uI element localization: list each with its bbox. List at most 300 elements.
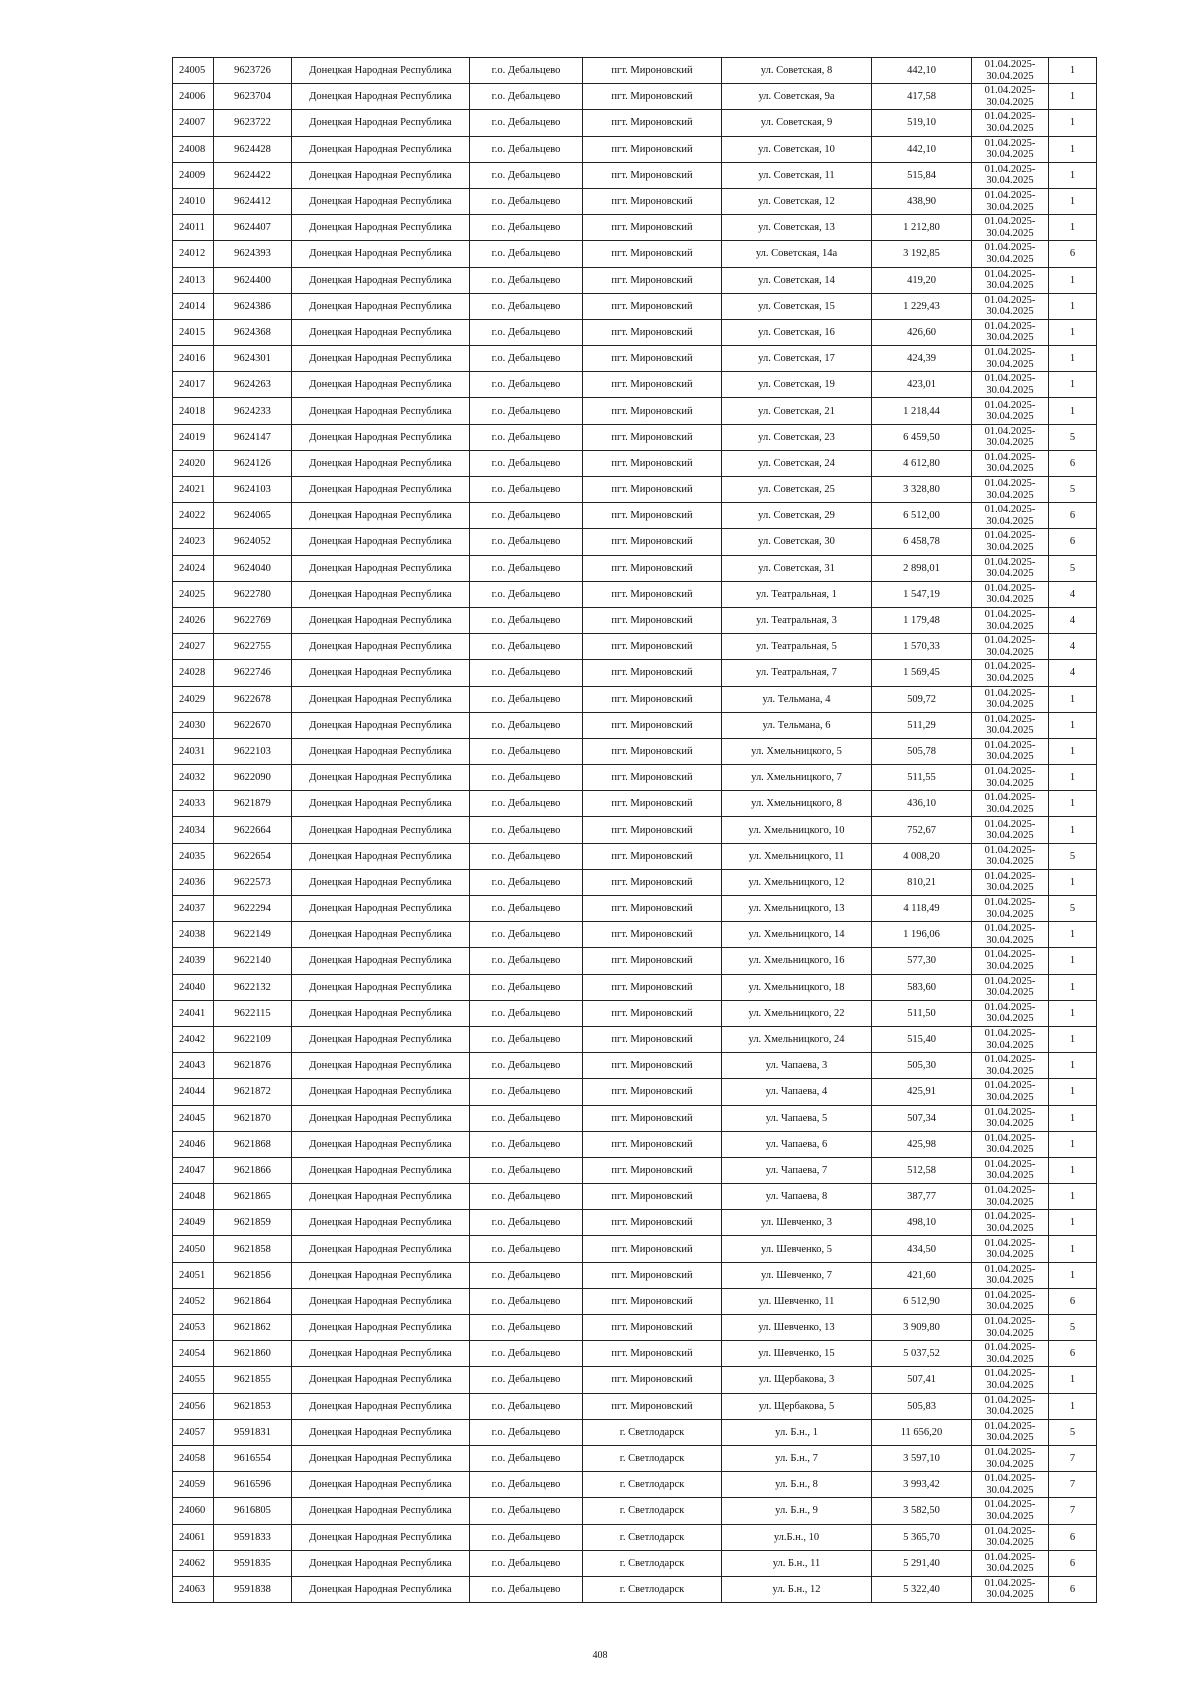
object-code-cell: 9624065 bbox=[214, 503, 292, 529]
region-cell: Донецкая Народная Республика bbox=[292, 1341, 470, 1367]
period-cell: 01.04.2025-30.04.2025 bbox=[972, 1472, 1049, 1498]
area-cell: 3 328,80 bbox=[872, 477, 972, 503]
count-cell: 1 bbox=[1049, 712, 1097, 738]
object-code-cell: 9621864 bbox=[214, 1288, 292, 1314]
area-cell: 417,58 bbox=[872, 84, 972, 110]
table-row bbox=[173, 1184, 1097, 1210]
address-cell: ул. Б.н., 8 bbox=[722, 1472, 872, 1498]
region-cell: Донецкая Народная Республика bbox=[292, 922, 470, 948]
address-cell: ул. Чапаева, 8 bbox=[722, 1184, 872, 1210]
district-cell: г.о. Дебальцево bbox=[470, 1367, 583, 1393]
count-cell: 1 bbox=[1049, 1079, 1097, 1105]
object-code-cell: 9622573 bbox=[214, 869, 292, 895]
address-cell: ул. Чапаева, 6 bbox=[722, 1131, 872, 1157]
locality-cell: пгт. Мироновский bbox=[583, 974, 722, 1000]
period-cell: 01.04.2025-30.04.2025 bbox=[972, 1419, 1049, 1445]
address-cell: ул. Б.н., 7 bbox=[722, 1445, 872, 1471]
table-row bbox=[173, 450, 1097, 476]
record-number-cell: 24056 bbox=[173, 1393, 214, 1419]
count-cell: 5 bbox=[1049, 1419, 1097, 1445]
district-cell: г.о. Дебальцево bbox=[470, 843, 583, 869]
region-cell: Донецкая Народная Республика bbox=[292, 896, 470, 922]
area-cell: 6 458,78 bbox=[872, 529, 972, 555]
period-cell: 01.04.2025-30.04.2025 bbox=[972, 1184, 1049, 1210]
region-cell: Донецкая Народная Республика bbox=[292, 1576, 470, 1602]
address-cell: ул. Б.н., 9 bbox=[722, 1498, 872, 1524]
object-code-cell: 9621856 bbox=[214, 1262, 292, 1288]
address-cell: ул. Театральная, 5 bbox=[722, 634, 872, 660]
locality-cell: пгт. Мироновский bbox=[583, 372, 722, 398]
address-cell: ул. Советская, 15 bbox=[722, 293, 872, 319]
district-cell: г.о. Дебальцево bbox=[470, 1105, 583, 1131]
district-cell: г.о. Дебальцево bbox=[470, 84, 583, 110]
object-code-cell: 9621868 bbox=[214, 1131, 292, 1157]
region-cell: Донецкая Народная Республика bbox=[292, 1524, 470, 1550]
area-cell: 3 582,50 bbox=[872, 1498, 972, 1524]
record-number-cell: 24018 bbox=[173, 398, 214, 424]
district-cell: г.о. Дебальцево bbox=[470, 136, 583, 162]
area-cell: 577,30 bbox=[872, 948, 972, 974]
area-cell: 1 569,45 bbox=[872, 660, 972, 686]
region-cell: Донецкая Народная Республика bbox=[292, 84, 470, 110]
table-row bbox=[173, 1053, 1097, 1079]
object-code-cell: 9622103 bbox=[214, 738, 292, 764]
record-number-cell: 24022 bbox=[173, 503, 214, 529]
record-number-cell: 24029 bbox=[173, 686, 214, 712]
district-cell: г.о. Дебальцево bbox=[470, 922, 583, 948]
table-row bbox=[173, 738, 1097, 764]
period-cell: 01.04.2025-30.04.2025 bbox=[972, 346, 1049, 372]
address-cell: ул. Тельмана, 4 bbox=[722, 686, 872, 712]
period-cell: 01.04.2025-30.04.2025 bbox=[972, 1262, 1049, 1288]
period-cell: 01.04.2025-30.04.2025 bbox=[972, 293, 1049, 319]
table-row bbox=[173, 1315, 1097, 1341]
object-code-cell: 9621859 bbox=[214, 1210, 292, 1236]
object-code-cell: 9621860 bbox=[214, 1341, 292, 1367]
district-cell: г.о. Дебальцево bbox=[470, 1498, 583, 1524]
region-cell: Донецкая Народная Республика bbox=[292, 581, 470, 607]
address-cell: ул. Чапаева, 5 bbox=[722, 1105, 872, 1131]
period-cell: 01.04.2025-30.04.2025 bbox=[972, 503, 1049, 529]
district-cell: г.о. Дебальцево bbox=[470, 241, 583, 267]
locality-cell: пгт. Мироновский bbox=[583, 136, 722, 162]
count-cell: 1 bbox=[1049, 791, 1097, 817]
record-number-cell: 24041 bbox=[173, 1000, 214, 1026]
district-cell: г.о. Дебальцево bbox=[470, 1210, 583, 1236]
object-code-cell: 9616596 bbox=[214, 1472, 292, 1498]
object-code-cell: 9622115 bbox=[214, 1000, 292, 1026]
locality-cell: пгт. Мироновский bbox=[583, 424, 722, 450]
record-number-cell: 24043 bbox=[173, 1053, 214, 1079]
locality-cell: пгт. Мироновский bbox=[583, 869, 722, 895]
address-cell: ул. Хмельницкого, 12 bbox=[722, 869, 872, 895]
record-number-cell: 24007 bbox=[173, 110, 214, 136]
object-code-cell: 9624386 bbox=[214, 293, 292, 319]
record-number-cell: 24057 bbox=[173, 1419, 214, 1445]
region-cell: Донецкая Народная Республика bbox=[292, 765, 470, 791]
count-cell: 1 bbox=[1049, 84, 1097, 110]
table-row bbox=[173, 948, 1097, 974]
region-cell: Донецкая Народная Республика bbox=[292, 817, 470, 843]
period-cell: 01.04.2025-30.04.2025 bbox=[972, 634, 1049, 660]
record-number-cell: 24062 bbox=[173, 1550, 214, 1576]
record-number-cell: 24054 bbox=[173, 1341, 214, 1367]
district-cell: г.о. Дебальцево bbox=[470, 1131, 583, 1157]
district-cell: г.о. Дебальцево bbox=[470, 398, 583, 424]
district-cell: г.о. Дебальцево bbox=[470, 215, 583, 241]
period-cell: 01.04.2025-30.04.2025 bbox=[972, 477, 1049, 503]
region-cell: Донецкая Народная Республика bbox=[292, 372, 470, 398]
locality-cell: г. Светлодарск bbox=[583, 1524, 722, 1550]
area-cell: 6 512,00 bbox=[872, 503, 972, 529]
record-number-cell: 24006 bbox=[173, 84, 214, 110]
object-code-cell: 9624400 bbox=[214, 267, 292, 293]
area-cell: 423,01 bbox=[872, 372, 972, 398]
record-number-cell: 24026 bbox=[173, 607, 214, 633]
period-cell: 01.04.2025-30.04.2025 bbox=[972, 215, 1049, 241]
area-cell: 810,21 bbox=[872, 869, 972, 895]
address-cell: ул. Хмельницкого, 24 bbox=[722, 1026, 872, 1052]
district-cell: г.о. Дебальцево bbox=[470, 1315, 583, 1341]
object-code-cell: 9624052 bbox=[214, 529, 292, 555]
district-cell: г.о. Дебальцево bbox=[470, 1000, 583, 1026]
table-row bbox=[173, 765, 1097, 791]
region-cell: Донецкая Народная Республика bbox=[292, 660, 470, 686]
object-code-cell: 9624103 bbox=[214, 477, 292, 503]
table-row bbox=[173, 660, 1097, 686]
address-cell: ул. Советская, 31 bbox=[722, 555, 872, 581]
count-cell: 1 bbox=[1049, 1236, 1097, 1262]
period-cell: 01.04.2025-30.04.2025 bbox=[972, 241, 1049, 267]
locality-cell: пгт. Мироновский bbox=[583, 738, 722, 764]
count-cell: 4 bbox=[1049, 634, 1097, 660]
district-cell: г.о. Дебальцево bbox=[470, 712, 583, 738]
locality-cell: пгт. Мироновский bbox=[583, 477, 722, 503]
count-cell: 1 bbox=[1049, 974, 1097, 1000]
locality-cell: пгт. Мироновский bbox=[583, 1288, 722, 1314]
locality-cell: пгт. Мироновский bbox=[583, 188, 722, 214]
region-cell: Донецкая Народная Республика bbox=[292, 1000, 470, 1026]
period-cell: 01.04.2025-30.04.2025 bbox=[972, 974, 1049, 1000]
locality-cell: пгт. Мироновский bbox=[583, 398, 722, 424]
record-number-cell: 24023 bbox=[173, 529, 214, 555]
record-number-cell: 24044 bbox=[173, 1079, 214, 1105]
object-code-cell: 9622090 bbox=[214, 765, 292, 791]
area-cell: 436,10 bbox=[872, 791, 972, 817]
area-cell: 4 612,80 bbox=[872, 450, 972, 476]
table-row bbox=[173, 843, 1097, 869]
address-cell: ул. Шевченко, 11 bbox=[722, 1288, 872, 1314]
address-cell: ул. Хмельницкого, 5 bbox=[722, 738, 872, 764]
count-cell: 6 bbox=[1049, 529, 1097, 555]
region-cell: Донецкая Народная Республика bbox=[292, 110, 470, 136]
address-cell: ул. Хмельницкого, 14 bbox=[722, 922, 872, 948]
period-cell: 01.04.2025-30.04.2025 bbox=[972, 1236, 1049, 1262]
object-code-cell: 9616554 bbox=[214, 1445, 292, 1471]
period-cell: 01.04.2025-30.04.2025 bbox=[972, 188, 1049, 214]
period-cell: 01.04.2025-30.04.2025 bbox=[972, 607, 1049, 633]
record-number-cell: 24036 bbox=[173, 869, 214, 895]
count-cell: 6 bbox=[1049, 1524, 1097, 1550]
record-number-cell: 24039 bbox=[173, 948, 214, 974]
region-cell: Донецкая Народная Республика bbox=[292, 555, 470, 581]
district-cell: г.о. Дебальцево bbox=[470, 738, 583, 764]
record-number-cell: 24014 bbox=[173, 293, 214, 319]
address-cell: ул. Советская, 13 bbox=[722, 215, 872, 241]
count-cell: 1 bbox=[1049, 267, 1097, 293]
locality-cell: пгт. Мироновский bbox=[583, 162, 722, 188]
area-cell: 512,58 bbox=[872, 1157, 972, 1183]
region-cell: Донецкая Народная Республика bbox=[292, 529, 470, 555]
address-cell: ул. Советская, 17 bbox=[722, 346, 872, 372]
count-cell: 1 bbox=[1049, 188, 1097, 214]
region-cell: Донецкая Народная Республика bbox=[292, 843, 470, 869]
district-cell: г.о. Дебальцево bbox=[470, 319, 583, 345]
area-cell: 511,29 bbox=[872, 712, 972, 738]
region-cell: Донецкая Народная Республика bbox=[292, 1419, 470, 1445]
region-cell: Донецкая Народная Республика bbox=[292, 241, 470, 267]
locality-cell: пгт. Мироновский bbox=[583, 215, 722, 241]
locality-cell: пгт. Мироновский bbox=[583, 660, 722, 686]
region-cell: Донецкая Народная Республика bbox=[292, 346, 470, 372]
object-code-cell: 9621858 bbox=[214, 1236, 292, 1262]
count-cell: 1 bbox=[1049, 1131, 1097, 1157]
count-cell: 1 bbox=[1049, 948, 1097, 974]
period-cell: 01.04.2025-30.04.2025 bbox=[972, 424, 1049, 450]
address-cell: ул. Советская, 21 bbox=[722, 398, 872, 424]
period-cell: 01.04.2025-30.04.2025 bbox=[972, 1131, 1049, 1157]
object-code-cell: 9621865 bbox=[214, 1184, 292, 1210]
table-row bbox=[173, 162, 1097, 188]
address-cell: ул. Хмельницкого, 16 bbox=[722, 948, 872, 974]
record-number-cell: 24032 bbox=[173, 765, 214, 791]
period-cell: 01.04.2025-30.04.2025 bbox=[972, 1157, 1049, 1183]
area-cell: 505,78 bbox=[872, 738, 972, 764]
locality-cell: пгт. Мироновский bbox=[583, 503, 722, 529]
region-cell: Донецкая Народная Республика bbox=[292, 188, 470, 214]
region-cell: Донецкая Народная Республика bbox=[292, 1498, 470, 1524]
region-cell: Донецкая Народная Республика bbox=[292, 948, 470, 974]
district-cell: г.о. Дебальцево bbox=[470, 293, 583, 319]
region-cell: Донецкая Народная Республика bbox=[292, 1550, 470, 1576]
locality-cell: г. Светлодарск bbox=[583, 1472, 722, 1498]
record-number-cell: 24009 bbox=[173, 162, 214, 188]
address-cell: ул. Шевченко, 15 bbox=[722, 1341, 872, 1367]
count-cell: 1 bbox=[1049, 58, 1097, 84]
table-row bbox=[173, 136, 1097, 162]
record-number-cell: 24037 bbox=[173, 896, 214, 922]
district-cell: г.о. Дебальцево bbox=[470, 162, 583, 188]
record-number-cell: 24046 bbox=[173, 1131, 214, 1157]
locality-cell: пгт. Мироновский bbox=[583, 293, 722, 319]
area-cell: 3 597,10 bbox=[872, 1445, 972, 1471]
object-code-cell: 9622294 bbox=[214, 896, 292, 922]
table-row bbox=[173, 1210, 1097, 1236]
record-number-cell: 24015 bbox=[173, 319, 214, 345]
table-row bbox=[173, 267, 1097, 293]
object-code-cell: 9591835 bbox=[214, 1550, 292, 1576]
address-cell: ул. Советская, 19 bbox=[722, 372, 872, 398]
district-cell: г.о. Дебальцево bbox=[470, 634, 583, 660]
locality-cell: пгт. Мироновский bbox=[583, 555, 722, 581]
count-cell: 6 bbox=[1049, 1576, 1097, 1602]
region-cell: Донецкая Народная Республика bbox=[292, 1288, 470, 1314]
address-cell: ул. Театральная, 3 bbox=[722, 607, 872, 633]
count-cell: 1 bbox=[1049, 1000, 1097, 1026]
table-row bbox=[173, 634, 1097, 660]
count-cell: 1 bbox=[1049, 110, 1097, 136]
region-cell: Донецкая Народная Республика bbox=[292, 136, 470, 162]
object-code-cell: 9624301 bbox=[214, 346, 292, 372]
table-row bbox=[173, 896, 1097, 922]
table-row bbox=[173, 503, 1097, 529]
area-cell: 5 037,52 bbox=[872, 1341, 972, 1367]
address-cell: ул. Хмельницкого, 22 bbox=[722, 1000, 872, 1026]
district-cell: г.о. Дебальцево bbox=[470, 372, 583, 398]
object-code-cell: 9624040 bbox=[214, 555, 292, 581]
period-cell: 01.04.2025-30.04.2025 bbox=[972, 817, 1049, 843]
district-cell: г.о. Дебальцево bbox=[470, 791, 583, 817]
period-cell: 01.04.2025-30.04.2025 bbox=[972, 1315, 1049, 1341]
object-code-cell: 9616805 bbox=[214, 1498, 292, 1524]
area-cell: 515,84 bbox=[872, 162, 972, 188]
district-cell: г.о. Дебальцево bbox=[470, 529, 583, 555]
locality-cell: пгт. Мироновский bbox=[583, 1393, 722, 1419]
district-cell: г.о. Дебальцево bbox=[470, 896, 583, 922]
record-number-cell: 24034 bbox=[173, 817, 214, 843]
table-row bbox=[173, 84, 1097, 110]
area-cell: 511,55 bbox=[872, 765, 972, 791]
address-cell: ул. Советская, 23 bbox=[722, 424, 872, 450]
period-cell: 01.04.2025-30.04.2025 bbox=[972, 896, 1049, 922]
locality-cell: пгт. Мироновский bbox=[583, 1367, 722, 1393]
area-cell: 1 229,43 bbox=[872, 293, 972, 319]
area-cell: 5 322,40 bbox=[872, 1576, 972, 1602]
object-code-cell: 9622132 bbox=[214, 974, 292, 1000]
table-row bbox=[173, 712, 1097, 738]
count-cell: 6 bbox=[1049, 503, 1097, 529]
object-code-cell: 9624147 bbox=[214, 424, 292, 450]
object-code-cell: 9624263 bbox=[214, 372, 292, 398]
area-cell: 426,60 bbox=[872, 319, 972, 345]
table-row bbox=[173, 188, 1097, 214]
locality-cell: пгт. Мироновский bbox=[583, 1262, 722, 1288]
address-cell: ул. Хмельницкого, 8 bbox=[722, 791, 872, 817]
table-row bbox=[173, 1472, 1097, 1498]
region-cell: Донецкая Народная Республика bbox=[292, 319, 470, 345]
object-code-cell: 9621866 bbox=[214, 1157, 292, 1183]
record-number-cell: 24028 bbox=[173, 660, 214, 686]
object-code-cell: 9622746 bbox=[214, 660, 292, 686]
district-cell: г.о. Дебальцево bbox=[470, 581, 583, 607]
count-cell: 1 bbox=[1049, 817, 1097, 843]
district-cell: г.о. Дебальцево bbox=[470, 1288, 583, 1314]
region-cell: Донецкая Народная Республика bbox=[292, 1236, 470, 1262]
object-code-cell: 9622140 bbox=[214, 948, 292, 974]
count-cell: 5 bbox=[1049, 843, 1097, 869]
record-number-cell: 24052 bbox=[173, 1288, 214, 1314]
table-row bbox=[173, 398, 1097, 424]
district-cell: г.о. Дебальцево bbox=[470, 765, 583, 791]
district-cell: г.о. Дебальцево bbox=[470, 346, 583, 372]
address-cell: ул. Советская, 30 bbox=[722, 529, 872, 555]
period-cell: 01.04.2025-30.04.2025 bbox=[972, 450, 1049, 476]
district-cell: г.о. Дебальцево bbox=[470, 110, 583, 136]
address-cell: ул. Советская, 24 bbox=[722, 450, 872, 476]
locality-cell: г. Светлодарск bbox=[583, 1498, 722, 1524]
period-cell: 01.04.2025-30.04.2025 bbox=[972, 1026, 1049, 1052]
table-row bbox=[173, 1341, 1097, 1367]
object-code-cell: 9621855 bbox=[214, 1367, 292, 1393]
record-number-cell: 24042 bbox=[173, 1026, 214, 1052]
period-cell: 01.04.2025-30.04.2025 bbox=[972, 1210, 1049, 1236]
record-number-cell: 24049 bbox=[173, 1210, 214, 1236]
count-cell: 4 bbox=[1049, 581, 1097, 607]
address-cell: ул. Шевченко, 3 bbox=[722, 1210, 872, 1236]
count-cell: 1 bbox=[1049, 1393, 1097, 1419]
area-cell: 6 459,50 bbox=[872, 424, 972, 450]
region-cell: Донецкая Народная Республика bbox=[292, 1157, 470, 1183]
region-cell: Донецкая Народная Республика bbox=[292, 1367, 470, 1393]
district-cell: г.о. Дебальцево bbox=[470, 188, 583, 214]
address-cell: ул. Щербакова, 3 bbox=[722, 1367, 872, 1393]
period-cell: 01.04.2025-30.04.2025 bbox=[972, 1288, 1049, 1314]
period-cell: 01.04.2025-30.04.2025 bbox=[972, 581, 1049, 607]
district-cell: г.о. Дебальцево bbox=[470, 1262, 583, 1288]
area-cell: 511,50 bbox=[872, 1000, 972, 1026]
period-cell: 01.04.2025-30.04.2025 bbox=[972, 922, 1049, 948]
period-cell: 01.04.2025-30.04.2025 bbox=[972, 1550, 1049, 1576]
record-number-cell: 24025 bbox=[173, 581, 214, 607]
address-cell: ул. Тельмана, 6 bbox=[722, 712, 872, 738]
object-code-cell: 9621870 bbox=[214, 1105, 292, 1131]
address-cell: ул. Хмельницкого, 18 bbox=[722, 974, 872, 1000]
area-cell: 505,83 bbox=[872, 1393, 972, 1419]
area-cell: 4 008,20 bbox=[872, 843, 972, 869]
area-cell: 11 656,20 bbox=[872, 1419, 972, 1445]
district-cell: г.о. Дебальцево bbox=[470, 974, 583, 1000]
record-number-cell: 24017 bbox=[173, 372, 214, 398]
area-cell: 424,39 bbox=[872, 346, 972, 372]
area-cell: 438,90 bbox=[872, 188, 972, 214]
period-cell: 01.04.2025-30.04.2025 bbox=[972, 58, 1049, 84]
object-code-cell: 9624393 bbox=[214, 241, 292, 267]
record-number-cell: 24008 bbox=[173, 136, 214, 162]
period-cell: 01.04.2025-30.04.2025 bbox=[972, 791, 1049, 817]
count-cell: 1 bbox=[1049, 765, 1097, 791]
record-number-cell: 24047 bbox=[173, 1157, 214, 1183]
count-cell: 6 bbox=[1049, 1341, 1097, 1367]
count-cell: 4 bbox=[1049, 660, 1097, 686]
table-row bbox=[173, 58, 1097, 84]
count-cell: 6 bbox=[1049, 1550, 1097, 1576]
table-row bbox=[173, 215, 1097, 241]
record-number-cell: 24053 bbox=[173, 1315, 214, 1341]
address-cell: ул. Щербакова, 5 bbox=[722, 1393, 872, 1419]
table-row bbox=[173, 241, 1097, 267]
address-cell: ул. Б.н., 12 bbox=[722, 1576, 872, 1602]
area-cell: 507,34 bbox=[872, 1105, 972, 1131]
area-cell: 1 218,44 bbox=[872, 398, 972, 424]
table-row bbox=[173, 1367, 1097, 1393]
period-cell: 01.04.2025-30.04.2025 bbox=[972, 555, 1049, 581]
period-cell: 01.04.2025-30.04.2025 bbox=[972, 1576, 1049, 1602]
region-cell: Донецкая Народная Республика bbox=[292, 1053, 470, 1079]
locality-cell: пгт. Мироновский bbox=[583, 529, 722, 555]
object-code-cell: 9622149 bbox=[214, 922, 292, 948]
object-code-cell: 9591831 bbox=[214, 1419, 292, 1445]
locality-cell: пгт. Мироновский bbox=[583, 686, 722, 712]
